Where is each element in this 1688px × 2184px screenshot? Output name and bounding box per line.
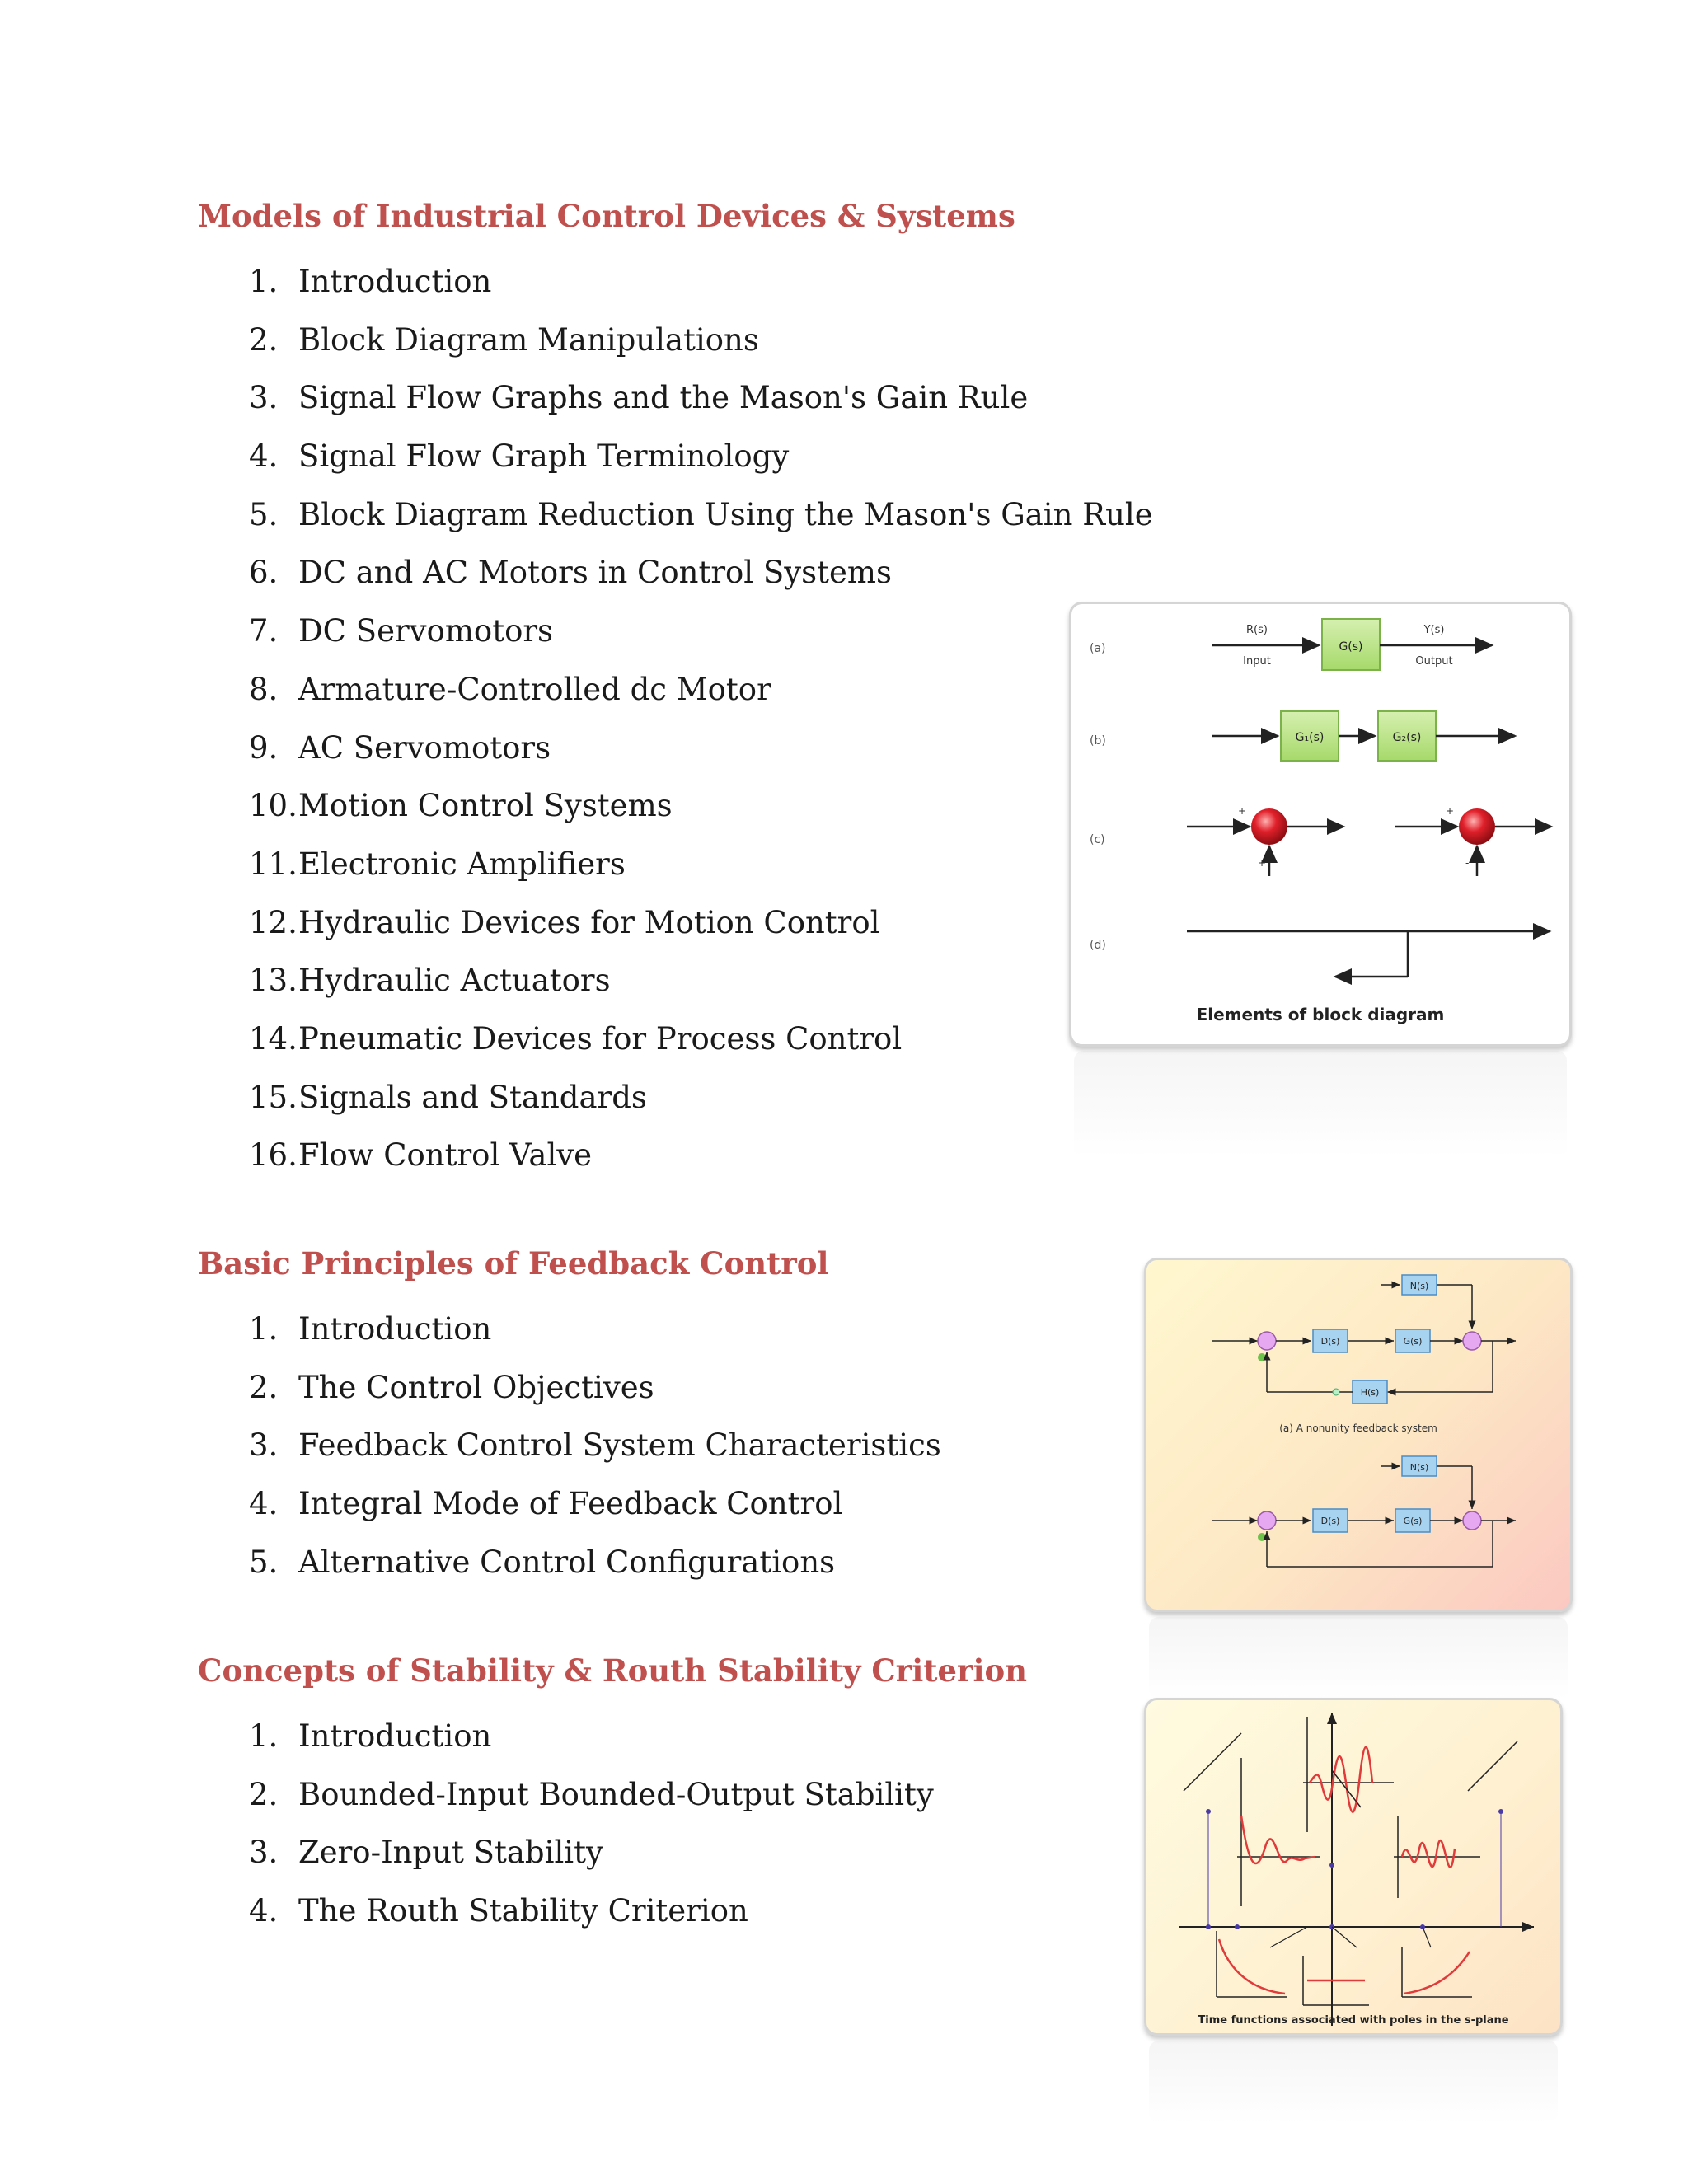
svg-text:D(s): D(s): [1320, 1336, 1340, 1347]
svg-text:-: -: [1465, 857, 1470, 869]
block-diagram-elements-drawing: [1071, 604, 1569, 1044]
svg-text:G(s): G(s): [1339, 640, 1363, 654]
s-plane-poles-figure: [1144, 1698, 1563, 2126]
figure-frame: [1144, 1258, 1573, 1612]
list-item: 4. The Routh Stability Criterion: [249, 1893, 748, 1929]
svg-text:+: +: [1238, 805, 1247, 817]
svg-text:G(s): G(s): [1403, 1516, 1423, 1526]
section-feedback-control: [198, 1243, 941, 1591]
section-title: Basic Principles of Feedback Control: [198, 1245, 829, 1282]
section-title: Models of Industrial Control Devices & Systems: [198, 198, 1015, 234]
feedback-system-figure: [1144, 1258, 1573, 1703]
topic-list: [198, 1708, 1027, 1941]
svg-text:R(s): R(s): [1246, 624, 1268, 636]
list-item: 5. Alternative Control Configurations: [249, 1544, 836, 1580]
list-item: 1. Introduction: [249, 1718, 492, 1754]
row-label: (c): [1090, 833, 1105, 846]
list-item: 2. Bounded-Input Bounded-Output Stability: [249, 1776, 934, 1812]
list-item: 3. Feedback Control System Characteristics: [249, 1427, 941, 1464]
svg-text:D(s): D(s): [1320, 1516, 1340, 1526]
list-item: 12. Hydraulic Devices for Motion Control: [249, 904, 880, 940]
list-item: 14. Pneumatic Devices for Process Control: [249, 1020, 903, 1057]
summing-junction: [1251, 808, 1287, 845]
svg-text:+: +: [1446, 805, 1455, 817]
section-title: Concepts of Stability & Routh Stability Criterion: [198, 1652, 1028, 1689]
topic-list: [198, 253, 1153, 1185]
section-stability: [198, 1650, 1027, 1941]
list-item: 7. DC Servomotors: [249, 613, 554, 649]
list-item: 13. Hydraulic Actuators: [249, 963, 611, 999]
list-item: 3. Signal Flow Graphs and the Mason's Gain Rule: [249, 380, 1029, 416]
list-item: 2. Block Diagram Manipulations: [249, 321, 759, 358]
figure-caption: Time functions associated with poles in the s-plane: [1198, 2014, 1509, 2027]
list-item: 2. The Control Objectives: [249, 1369, 654, 1405]
figure-reflection: [1074, 1051, 1567, 1158]
block-diagram-elements-figure: [1069, 602, 1572, 1162]
svg-text:Y(s): Y(s): [1423, 624, 1445, 636]
list-item: 15. Signals and Standards: [249, 1079, 647, 1115]
figure-frame: [1069, 602, 1572, 1047]
list-item: 10. Motion Control Systems: [249, 788, 673, 824]
topic-list: [198, 1301, 941, 1591]
list-item: 16. Flow Control Valve: [249, 1137, 593, 1174]
list-item: 6. DC and AC Motors in Control Systems: [249, 555, 892, 591]
figure-caption: Elements of block diagram: [1196, 1005, 1445, 1024]
list-item: 4. Signal Flow Graph Terminology: [249, 438, 790, 475]
list-item: 1. Introduction: [249, 264, 492, 299]
summing-junction: [1459, 808, 1495, 845]
svg-text:H(s): H(s): [1360, 1387, 1380, 1398]
section-industrial-control-models: [198, 195, 1153, 1185]
list-item: 8. Armature-Controlled dc Motor: [249, 671, 771, 707]
list-item: 1. Introduction: [249, 1311, 492, 1347]
svg-text:Input: Input: [1243, 655, 1271, 668]
row-label: (a): [1090, 642, 1106, 655]
row-label: (d): [1090, 939, 1106, 952]
figure-caption: (a) A nonunity feedback system: [1279, 1422, 1437, 1434]
row-label: (b): [1090, 734, 1106, 748]
figure-frame: [1144, 1698, 1563, 2036]
svg-text:G(s): G(s): [1403, 1336, 1423, 1347]
svg-text:G₂(s): G₂(s): [1392, 731, 1422, 744]
s-plane-poles-drawing: [1146, 1700, 1560, 2033]
svg-text:N(s): N(s): [1409, 1281, 1429, 1291]
feedback-system-drawing: [1146, 1260, 1570, 1610]
figure-reflection: [1149, 1617, 1568, 1699]
svg-text:Output: Output: [1415, 655, 1453, 668]
svg-text:G₁(s): G₁(s): [1295, 731, 1325, 744]
list-item: 3. Zero-Input Stability: [249, 1835, 603, 1871]
svg-text:+: +: [1258, 857, 1267, 869]
list-item: 9. AC Servomotors: [249, 729, 551, 766]
figure-reflection: [1149, 2041, 1558, 2123]
list-item: 5. Block Diagram Reduction Using the Mason's Gain Rule: [249, 496, 1153, 532]
list-item: 11. Electronic Amplifiers: [249, 846, 626, 882]
svg-text:N(s): N(s): [1409, 1462, 1429, 1473]
list-item: 4. Integral Mode of Feedback Control: [249, 1486, 843, 1522]
